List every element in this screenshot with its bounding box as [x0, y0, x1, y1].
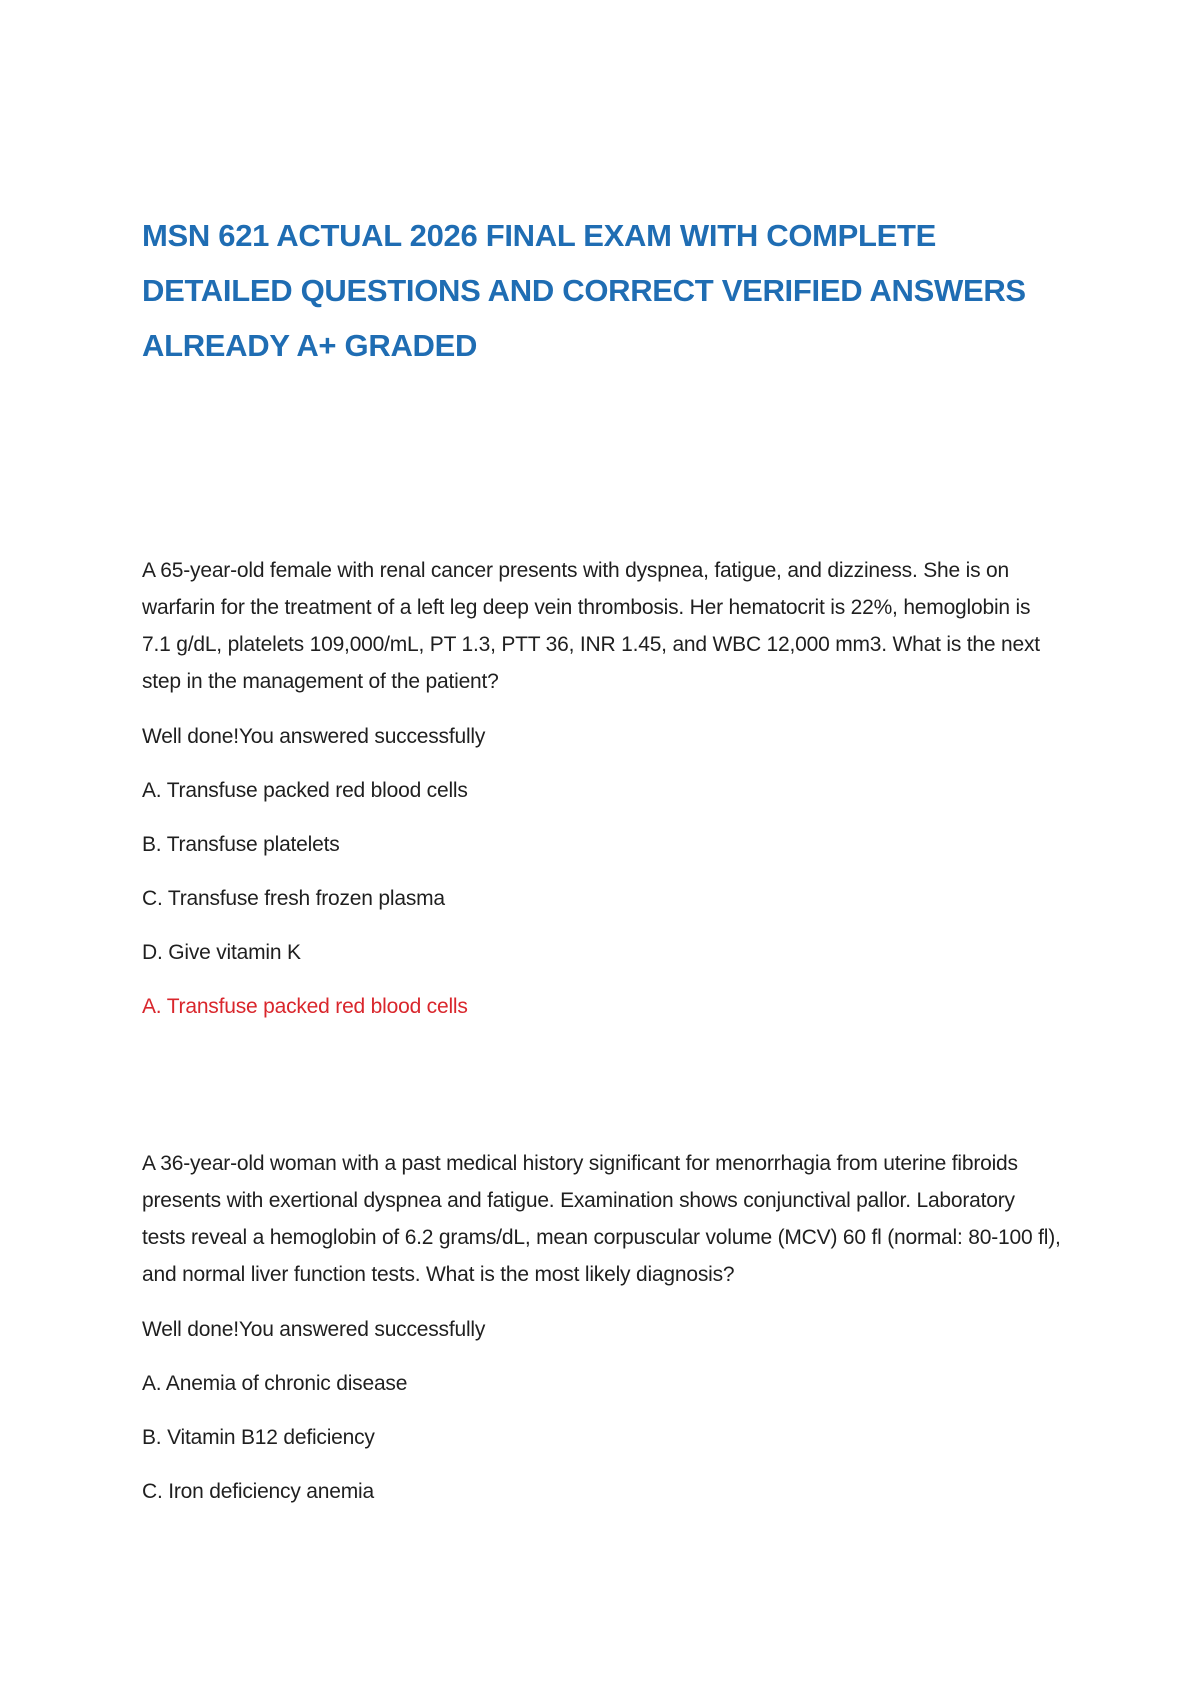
question-block: [142, 552, 1062, 1042]
feedback-text: Well done!You answered successfully: [142, 1318, 486, 1341]
option-d: D. Give vitamin K: [142, 941, 301, 964]
correct-answer: A. Transfuse packed red blood cells: [142, 995, 468, 1018]
option-b: B. Transfuse platelets: [142, 833, 340, 856]
question-stem: A 36-year-old woman with a past medical history significant for menorrhagia from uterine fibroids presents with exertional dyspnea and fatigue. Examination shows conjunctival pallor. Laboratory tests reveal a hemoglobin of 6.2 grams/dL, mean corpuscular volume (MCV) 60 fl (normal: 80-100 fl), and normal liver function tests. What is the most likely diagnosis?: [142, 1152, 1061, 1286]
question-block: [142, 1145, 1062, 1527]
question-stem: A 65-year-old female with renal cancer presents with dyspnea, fatigue, and dizziness. She is on warfarin for the treatment of a left leg deep vein thrombosis. Her hematocrit is 22%, hemoglobin is 7.1 g/dL, platelets 109,000/mL, PT 1.3, PTT 36, INR 1.45, and WBC 12,000 mm3. What is the next step in the management of the patient?: [142, 559, 1040, 693]
option-c: C. Transfuse fresh frozen plasma: [142, 887, 445, 910]
document-page: [142, 208, 1062, 1503]
option-c: C. Iron deficiency anemia: [142, 1480, 374, 1503]
feedback-text: Well done!You answered successfully: [142, 725, 486, 748]
option-a: A. Transfuse packed red blood cells: [142, 779, 468, 802]
option-a: A. Anemia of chronic disease: [142, 1372, 408, 1395]
option-b: B. Vitamin B12 deficiency: [142, 1426, 375, 1449]
document-title: MSN 621 ACTUAL 2026 FINAL EXAM WITH COMPLETE DETAILED QUESTIONS AND CORRECT VERIFIED ANSWERS ALREADY A+ GRADED: [142, 218, 1026, 363]
